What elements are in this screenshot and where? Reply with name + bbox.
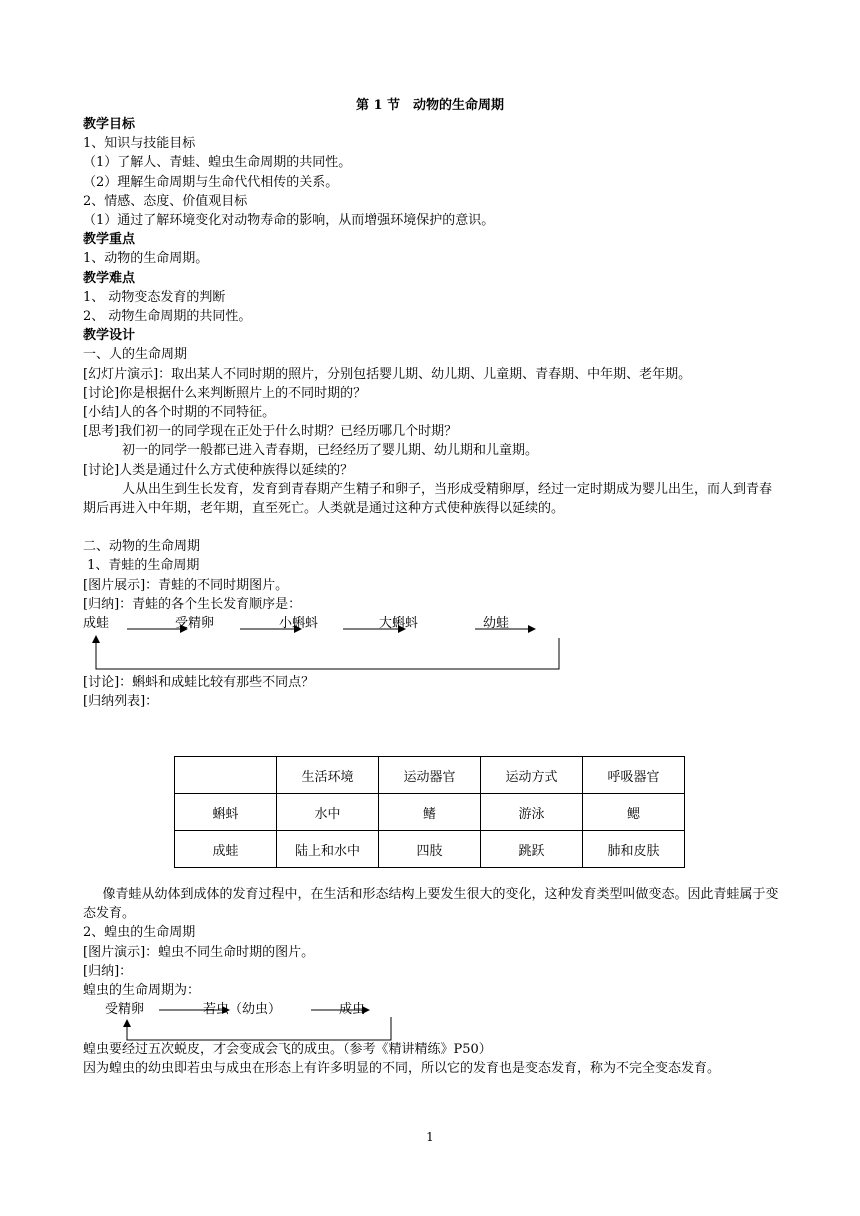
page-title: 第 1 节 动物的生命周期 xyxy=(355,98,505,113)
section-2-para-5: 像青蛙从幼体到成体的发育过程中，在生活和形态结构上要发生很大的变化，这种发育类型叫做变态。因此青蛙属于变态发育。 xyxy=(83,887,779,922)
table-header-cell: 生活环境 xyxy=(277,757,379,794)
document-body xyxy=(83,115,783,711)
frog-life-cycle-diagram xyxy=(83,614,783,673)
section-2-sub-1: 1、青蛙的生命周期 xyxy=(83,558,200,574)
design-heading: 教学设计 xyxy=(83,328,136,344)
section-2-para-3: [讨论]：蝌蚪和成蛙比较有那些不同点？ xyxy=(83,675,315,691)
locust-stage: 成虫 xyxy=(339,1002,366,1018)
locust-cycle-arrows xyxy=(83,1000,783,1042)
section-1-para-3: [小结]人的各个时期的不同特征。 xyxy=(83,405,276,421)
section-2-sub-2: 2、蝗虫的生命周期 xyxy=(83,925,196,941)
table-cell: 陆上和水中 xyxy=(277,831,379,868)
section-2-para-6: [图片演示]：蝗虫不同生命时期的图片。 xyxy=(83,944,315,960)
table-header-cell: 呼吸器官 xyxy=(583,757,685,794)
goals-item-1: 1、知识与技能目标 xyxy=(83,136,196,152)
table-cell: 鳍 xyxy=(379,794,481,831)
frog-stage: 成蛙 xyxy=(83,616,110,632)
tadpole-frog-comparison-table xyxy=(174,756,685,868)
table-cell: 水中 xyxy=(277,794,379,831)
table-header-cell: 运动器官 xyxy=(379,757,481,794)
goals-item-2: 2、情感、态度、价值观目标 xyxy=(83,193,248,209)
table-header-cell: 运动方式 xyxy=(481,757,583,794)
section-2-para-8: 蝗虫的生命周期为： xyxy=(83,983,201,999)
goals-item-1a: （1）了解人、青蛙、蝗虫生命周期的共同性。 xyxy=(83,155,352,171)
goals-item-2a: （1）通过了解环境变化对动物寿命的影响，从而增强环境保护的意识。 xyxy=(83,213,495,229)
frog-stage: 大蝌蚪 xyxy=(379,616,419,632)
table-cell: 游泳 xyxy=(481,794,583,831)
locust-stage: 受精卵 xyxy=(105,1002,145,1018)
table-header-cell xyxy=(175,757,277,794)
section-1-para-7: 人从出生到生长发育，发育到青春期产生精子和卵子，当形成受精卵厚，经过一定时期成为婴儿出生，而人到青春期后再进入中年期，老年期，直至死亡。人类就是通过这种方式使种族得以延续的。 xyxy=(83,481,773,517)
table-header-row xyxy=(175,757,685,794)
difficulty-item-1: 1、 动物变态发育的判断 xyxy=(83,289,226,305)
page-number: 1 xyxy=(426,1130,434,1144)
section-2-title: 二、动物的生命周期 xyxy=(83,539,201,555)
section-2-para-4: [归纳列表]： xyxy=(83,694,159,710)
frog-cycle-arrows xyxy=(83,614,783,674)
section-1-title: 一、人的生命周期 xyxy=(83,347,188,363)
frog-stage: 幼蛙 xyxy=(483,616,510,632)
section-2-para-9: 蝗虫要经过五次蜕皮，才会变成会飞的成虫。（参考《精讲精练》P50） xyxy=(83,1042,492,1058)
section-2-para-1: [图片展示]：青蛙的不同时期图片。 xyxy=(83,577,289,593)
key-item-1: 1、动物的生命周期。 xyxy=(83,251,209,267)
table-row xyxy=(175,794,685,831)
difficulty-item-2: 2、 动物生命周期的共同性。 xyxy=(83,309,252,325)
difficulty-heading: 教学难点 xyxy=(83,270,136,286)
document-body-continued xyxy=(83,885,783,1079)
section-1-para-2: [讨论]你是根据什么来判断照片上的不同时期的？ xyxy=(83,385,367,401)
table-cell: 鳃 xyxy=(583,794,685,831)
table-cell: 肺和皮肤 xyxy=(583,831,685,868)
table-row xyxy=(175,831,685,868)
section-1-para-4: [思考]我们初一的同学现在正处于什么时期？已经历哪几个时期？ xyxy=(83,424,458,440)
section-1-para-6: [讨论]人类是通过什么方式使种族得以延续的？ xyxy=(83,462,354,478)
table-cell: 四肢 xyxy=(379,831,481,868)
section-2-para-7: [归纳]： xyxy=(83,963,133,979)
table-cell: 蝌蚪 xyxy=(175,794,277,831)
section-1-para-1: [幻灯片演示]：取出某人不同时期的照片，分别包括婴儿期、幼儿期、儿童期、青春期、中年期、老年期。 xyxy=(83,366,692,382)
locust-stage: 若虫（幼虫） xyxy=(203,1002,282,1018)
table-cell: 跳跃 xyxy=(481,831,583,868)
frog-stage: 受精卵 xyxy=(175,616,215,632)
frog-stage: 小蝌蚪 xyxy=(279,616,319,632)
key-heading: 教学重点 xyxy=(83,232,136,248)
section-2-para-10: 因为蝗虫的幼虫即若虫与成虫在形态上有许多明显的不同，所以它的发育也是变态发育，称为不完全变态发育。 xyxy=(83,1061,721,1077)
section-1-para-5: 初一的同学一般都已进入青春期，已经经历了婴儿期、幼儿期和儿童期。 xyxy=(122,443,539,459)
goals-item-1b: （2）理解生命周期与生命代代相传的关系。 xyxy=(83,174,339,190)
section-2-para-2: [归纳]：青蛙的各个生长发育顺序是： xyxy=(83,596,302,612)
goals-heading: 教学目标 xyxy=(83,117,136,132)
locust-life-cycle-diagram xyxy=(83,1000,783,1040)
table-cell: 成蛙 xyxy=(175,831,277,868)
